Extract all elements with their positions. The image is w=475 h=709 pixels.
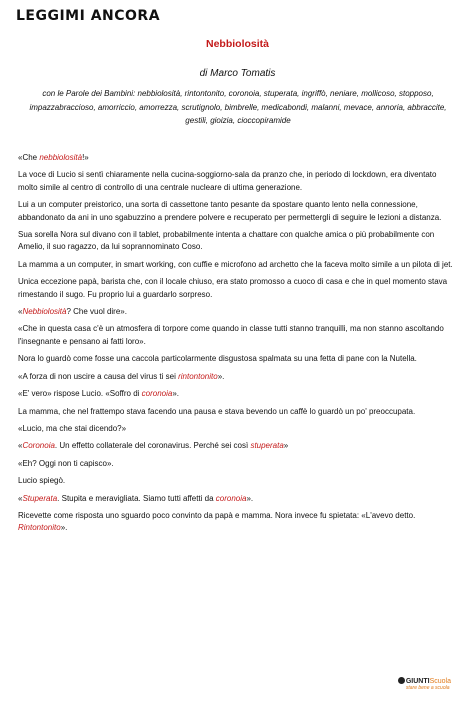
invented-word: Coronoia (22, 441, 55, 451)
story-paragraph: «A forza di non uscire a causa del virus ti sei rintontonito». (18, 371, 225, 381)
story-paragraph: «Che nebbiolosità!» (18, 153, 89, 162)
brand-tagline: stare bene a scuola (405, 685, 450, 691)
brand-name: GIUNTIScuola (398, 677, 451, 685)
invented-word: coronoia (141, 389, 173, 399)
brand-mark-icon (398, 677, 405, 684)
invented-word: Stuperata (22, 493, 58, 503)
invented-word: Rintontonito (18, 523, 61, 533)
story-paragraph: «Lucio, ma che stai dicendo?» (18, 423, 127, 433)
invented-word: nebbiolosità (39, 153, 83, 162)
giunti-scuola-logo (398, 677, 451, 691)
story-paragraph: Sua sorella Nora sul divano con il tablet, probabilmente intenta a chattare con qualche amica o più probabilmente con Amelio, il suo ragazzo, da lui soprannominato Coso. (18, 230, 435, 252)
story-paragraph: Lui a un computer preistorico, una sorta di cassettone tanto pesante da spostare quanto lento nella connessione, abbandonato da ani in uno sgabuzzino a prendere polvere e recuperato per permettergli di seguire le lezioni a distanza. (18, 200, 442, 222)
document-intro: con le Parole dei Bambini: nebbiolosità, rintontonito, coronoia, stuperata, ingriffò, neniare, mollicoso, stopposo, impazzabraccioso, amorriccio, amorrezza, scrutignolo, bimbrelle, medicabondi, malanni, mevace, annoria, abbraccite, gestili, gioizia, cioccopiramide (29, 89, 447, 126)
invented-word: coronoia (215, 493, 247, 503)
story-body (18, 152, 454, 540)
story-paragraph: La voce di Lucio si sentì chiaramente nella cucina-soggiorno-sala da pranzo che, in periodo di lockdown, era diventato molto simile al centro di controllo di una centrale nucleare di ultima generazione. (18, 170, 437, 192)
story-paragraph: «Eh? Oggi non ti capisco». (18, 458, 114, 468)
story-paragraph: Ricevette come risposta uno sguardo poco convinto da papà e mamma. Nora invece fu spietata: «L'avevo detto. Rintontonito». (18, 510, 416, 533)
story-paragraph: «Che in questa casa c'è un atmosfera di torpore come quando in classe tutti stanno tranquilli, ma non stanno ascoltando l'insegnante e pensano ai fatti loro». (18, 324, 444, 346)
document-title: Nebbiolosità (205, 38, 269, 50)
story-paragraph: Nora lo guardò come fosse una caccola particolarmente disgustosa spalmata su una fetta di pane con la Nutella. (18, 354, 417, 364)
invented-word: stuperata (250, 441, 284, 451)
story-paragraph: «Nebbiolosità? Che vuol dire». (18, 307, 127, 317)
story-paragraph: La mamma a un computer, in smart working, con cuffie e microfono ad archetto che la faceva molto simile a un pilota di jet. (18, 259, 453, 269)
story-paragraph: Lucio spiegò. (18, 476, 66, 486)
story-paragraph: «Stuperata. Stupita e meravigliata. Siamo tutti affetti da coronoia». (18, 493, 254, 503)
story-paragraph: «Coronoia. Un effetto collaterale del coronavirus. Perché sei così stuperata» (18, 441, 289, 451)
document-author: di Marco Tomatis (199, 68, 276, 79)
story-paragraph: Unica eccezione papà, barista che, con il locale chiuso, era stato promosso a cuoco di casa e che in quel momento stava rimestando il sugo. Fu proprio lui a guardarlo sorpreso. (18, 277, 448, 299)
invented-word: Nebbiolosità (22, 307, 67, 317)
leggimi-ancora-logo: LEGGIMI ANCORA (16, 8, 161, 24)
invented-word: rintontonito (178, 371, 218, 381)
story-paragraph: «E' vero» rispose Lucio. «Soffro di coronoia». (18, 389, 180, 399)
story-paragraph: La mamma, che nel frattempo stava facendo una pausa e stava bevendo un caffè lo guardò un po' preoccupata. (18, 406, 416, 416)
